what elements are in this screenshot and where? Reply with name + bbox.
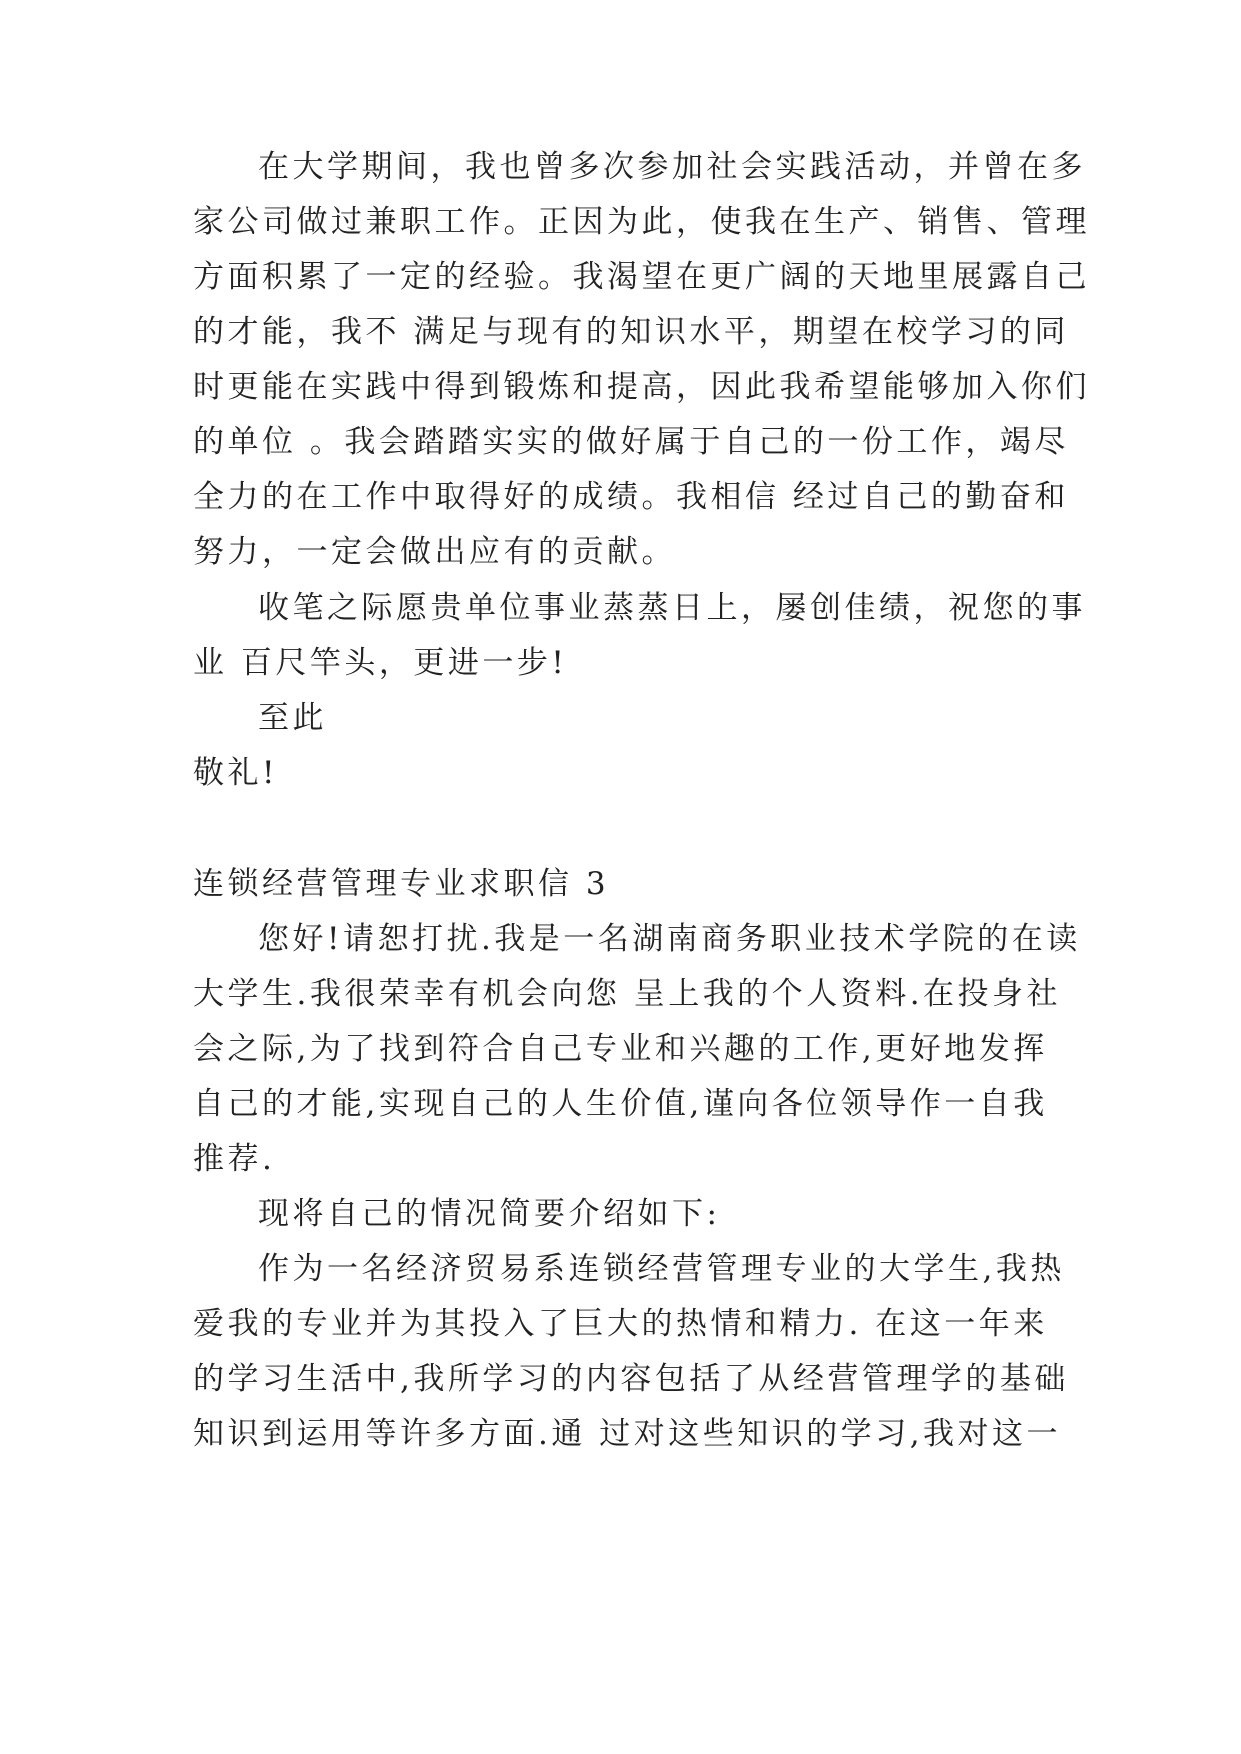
salute: 敬礼! bbox=[193, 755, 278, 791]
paragraph-line: 时更能在实践中得到锻炼和提高，因此我希望能够加入你们 bbox=[193, 369, 1090, 405]
paragraph-line: 的才能，我不 满足与现有的知识水平，期望在校学习的同 bbox=[193, 314, 1069, 350]
paragraph-line: 的单位 。我会踏踏实实的做好属于自己的一份工作，竭尽 bbox=[193, 424, 1069, 460]
paragraph-line: 推荐. bbox=[193, 1141, 276, 1177]
paragraph-line: 方面积累了一定的经验。我渴望在更广阔的天地里展露自己 bbox=[193, 259, 1090, 295]
paragraph-line: 大学生.我很荣幸有机会向您 呈上我的个人资料.在投身社 bbox=[193, 976, 1062, 1012]
paragraph-line: 家公司做过兼职工作。正因为此，使我在生产、销售、管理 bbox=[193, 204, 1090, 240]
section-title: 连锁经营管理专业求职信 3 bbox=[193, 866, 610, 902]
sign-off: 至此 bbox=[258, 700, 327, 736]
closing-line: 业 百尺竿头，更进一步! bbox=[193, 645, 568, 681]
paragraph-line: 的学习生活中,我所学习的内容包括了从经营管理学的基础 bbox=[193, 1361, 1069, 1397]
paragraph-line: 全力的在工作中取得好的成绩。我相信 经过自己的勤奋和 bbox=[193, 479, 1069, 515]
paragraph-line: 在大学期间，我也曾多次参加社会实践活动，并曾在多 bbox=[258, 149, 1086, 185]
summary-line: 现将自己的情况简要介绍如下: bbox=[258, 1196, 721, 1232]
paragraph-line: 努力，一定会做出应有的贡献。 bbox=[193, 534, 676, 570]
paragraph-line: 爱我的专业并为其投入了巨大的热情和精力. 在这一年来 bbox=[193, 1306, 1048, 1342]
paragraph-line: 自己的才能,实现自己的人生价值,谨向各位领导作一自我 bbox=[193, 1086, 1048, 1122]
paragraph-line: 知识到运用等许多方面.通 过对这些知识的学习,我对这一 bbox=[193, 1416, 1062, 1452]
paragraph-line: 您好!请恕打扰.我是一名湖南商务职业技术学院的在读 bbox=[258, 921, 1081, 957]
closing-line: 收笔之际愿贵单位事业蒸蒸日上，屡创佳绩，祝您的事 bbox=[258, 590, 1086, 626]
paragraph-line: 作为一名经济贸易系连锁经营管理专业的大学生,我热 bbox=[258, 1251, 1065, 1287]
paragraph-line: 会之际,为了找到符合自己专业和兴趣的工作,更好地发挥 bbox=[193, 1031, 1048, 1067]
